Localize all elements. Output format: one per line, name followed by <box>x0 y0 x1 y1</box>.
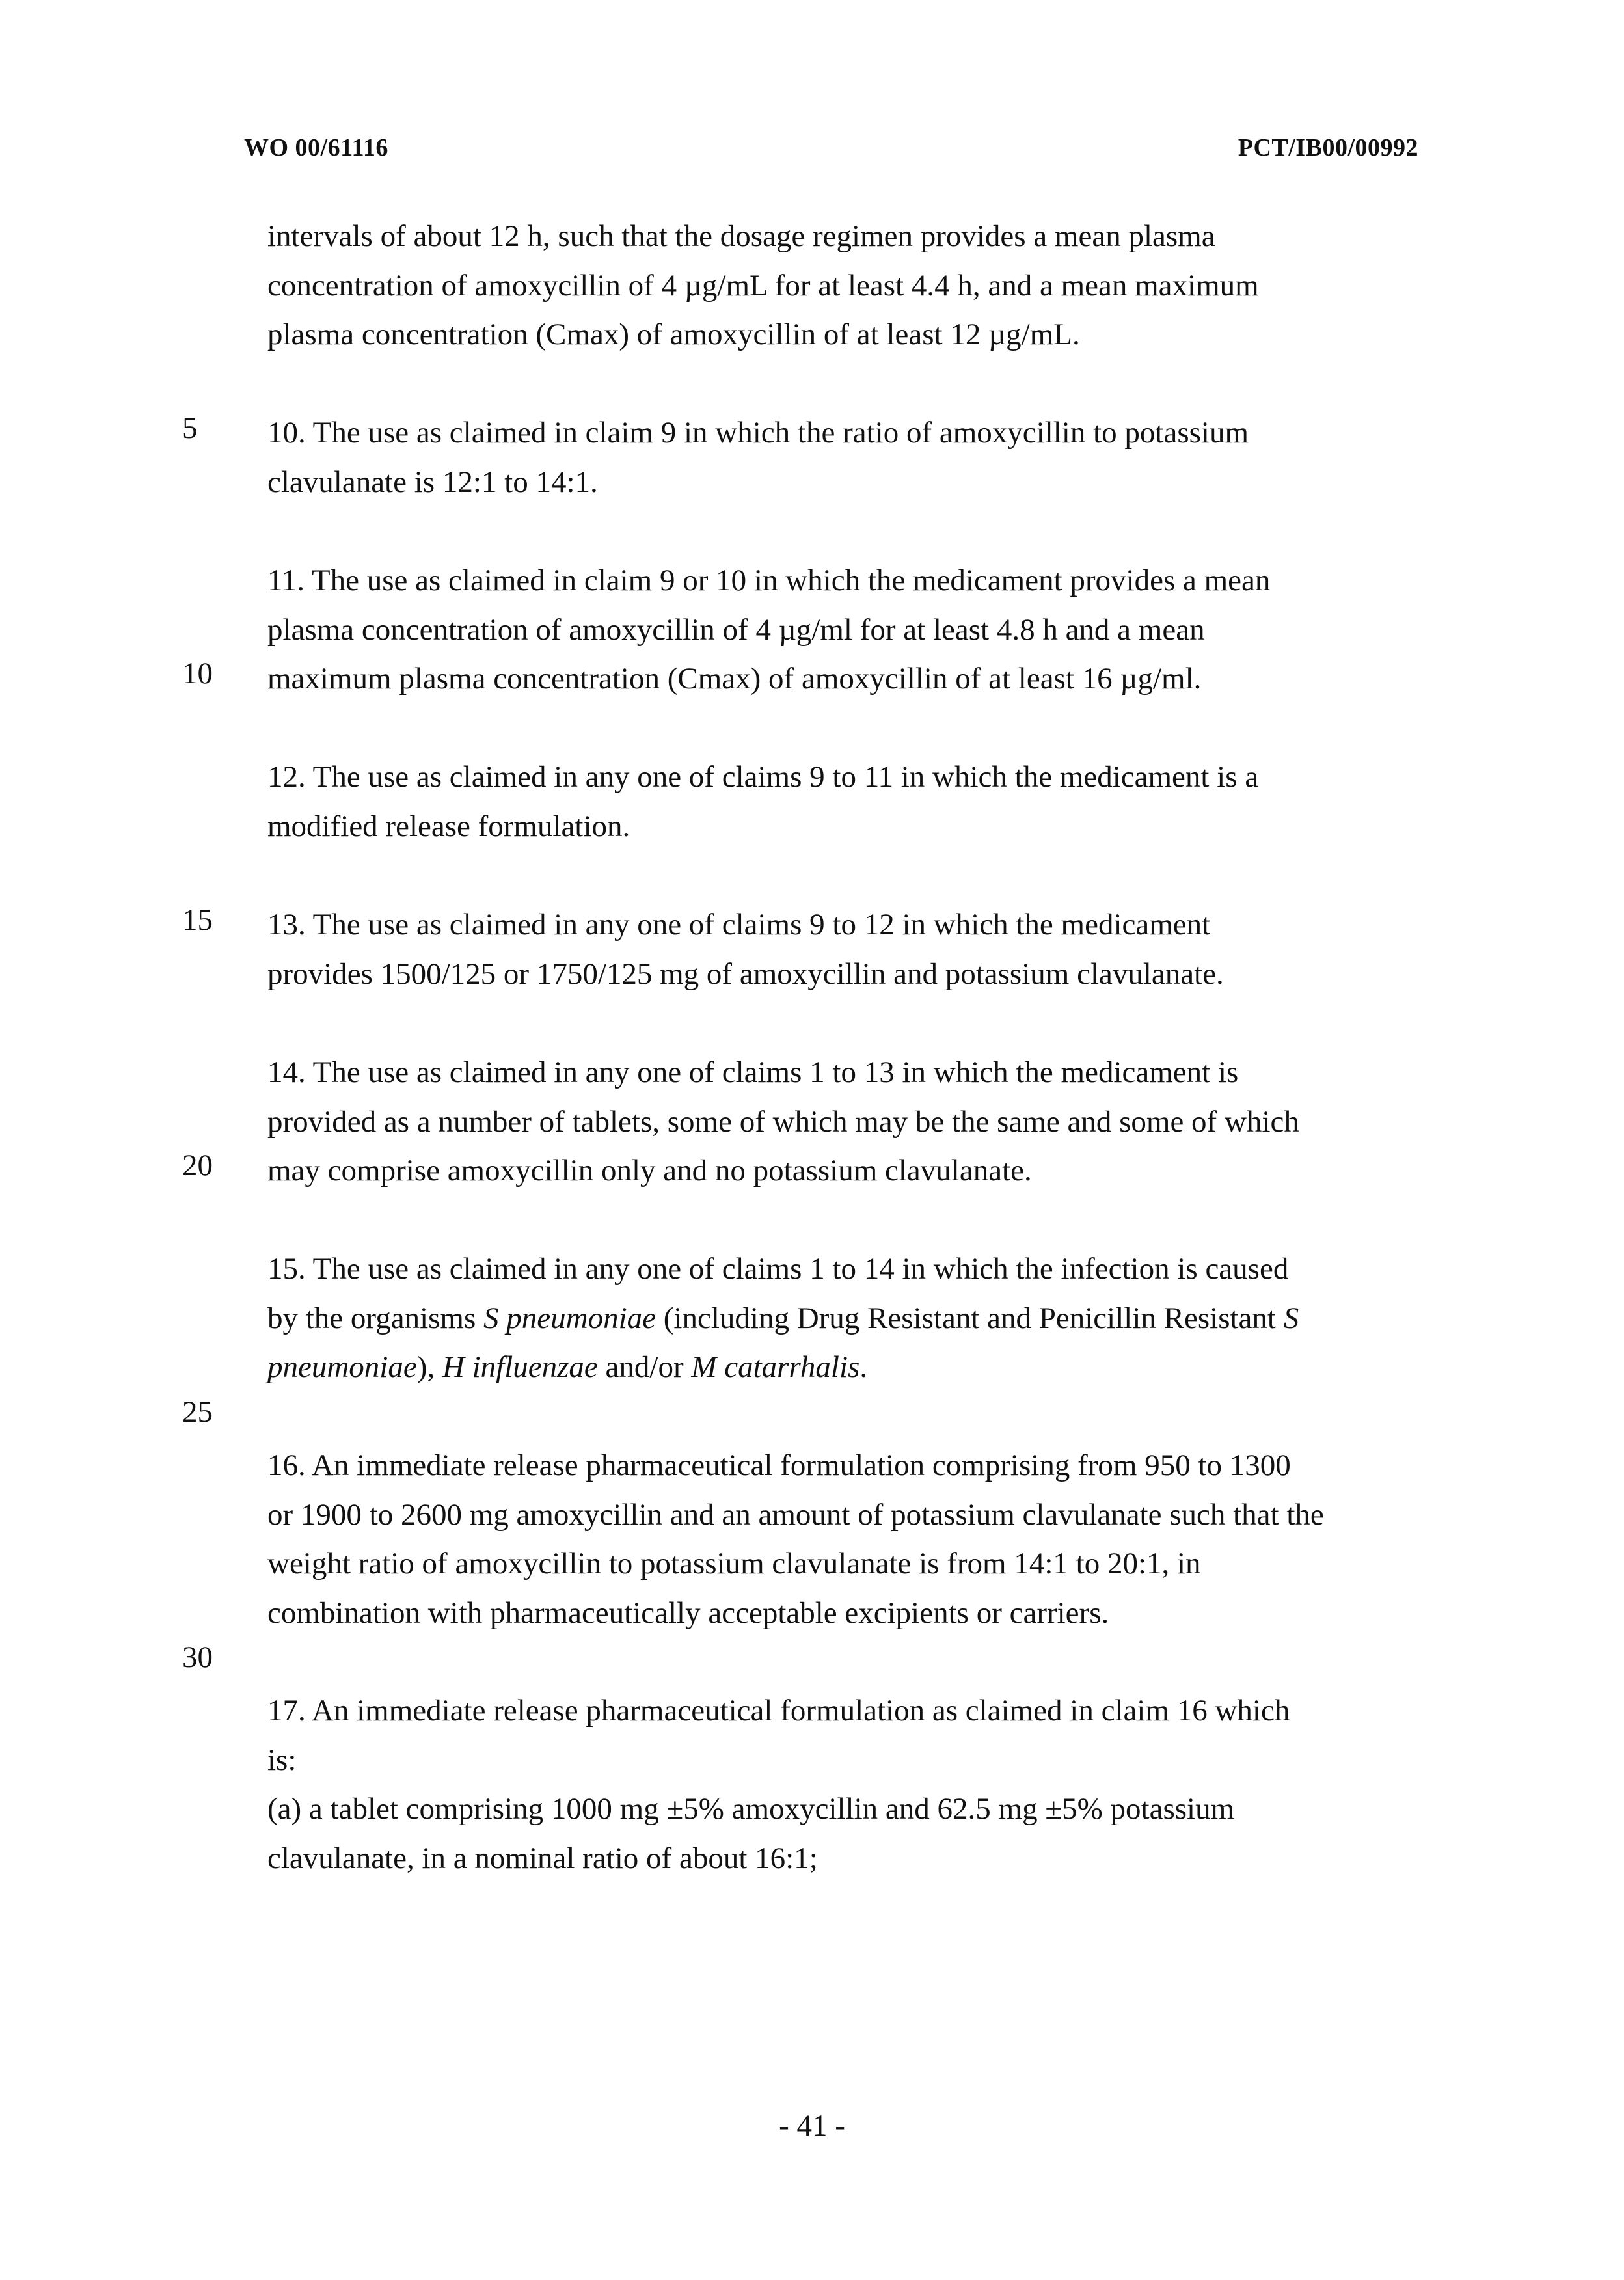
organism-name: S pneumoniae <box>483 1301 656 1335</box>
text-line: provided as a number of tablets, some of which may be the same and some of which <box>267 1104 1299 1139</box>
text-run: . <box>859 1350 868 1384</box>
text-line: plasma concentration of amoxycillin of 4 µg/ml for at least 4.8 h and a mean <box>267 612 1205 647</box>
text-line: provides 1500/125 or 1750/125 mg of amoxycillin and potassium clavulanate. <box>267 957 1224 991</box>
text-line: 14. The use as claimed in any one of claims 1 to 13 in which the medicament is <box>267 1055 1239 1089</box>
text-line: 10. The use as claimed in claim 9 in which the ratio of amoxycillin to potassium <box>267 416 1249 450</box>
text-run: and/or <box>597 1350 692 1384</box>
text-line: (a) a tablet comprising 1000 mg ±5% amoxycillin and 62.5 mg ±5% potassium <box>267 1792 1235 1826</box>
text-line: 12. The use as claimed in any one of claims 9 to 11 in which the medicament is a <box>267 760 1259 794</box>
line-number-25: 25 <box>182 1395 213 1429</box>
continuation-paragraph <box>267 212 1426 360</box>
line-number-30: 30 <box>182 1640 213 1674</box>
application-number: PCT/IB00/00992 <box>1238 134 1418 161</box>
text-run: ), <box>416 1350 442 1384</box>
text-line: 16. An immediate release pharmaceutical formulation comprising from 950 to 1300 <box>267 1448 1291 1482</box>
text-line: maximum plasma concentration (Cmax) of amoxycillin of at least 16 µg/ml. <box>267 662 1202 696</box>
text-run: (including Drug Resistant and Penicillin Resistant <box>656 1301 1284 1335</box>
text-line: combination with pharmaceutically acceptable excipients or carriers. <box>267 1595 1109 1630</box>
line-number-5: 5 <box>182 411 198 445</box>
text-line: is: <box>267 1743 297 1777</box>
text-line: may comprise amoxycillin only and no potassium clavulanate. <box>267 1154 1032 1188</box>
text-line: clavulanate, in a nominal ratio of about 16:1; <box>267 1841 818 1875</box>
line-number-15: 15 <box>182 903 213 937</box>
text-line: 17. An immediate release pharmaceutical formulation as claimed in claim 16 which <box>267 1694 1290 1728</box>
publication-number: WO 00/61116 <box>244 134 388 161</box>
text-line: concentration of amoxycillin of 4 µg/mL for at least 4.4 h, and a mean maximum <box>267 268 1259 303</box>
text-line: or 1900 to 2600 mg amoxycillin and an amount of potassium clavulanate such that the <box>267 1497 1324 1532</box>
text-run: by the organisms <box>267 1301 484 1335</box>
text-line <box>267 1343 1426 1392</box>
text-line: 13. The use as claimed in any one of claims 9 to 12 in which the medicament <box>267 908 1211 942</box>
organism-name: S <box>1283 1301 1299 1335</box>
text-line <box>267 1294 1426 1344</box>
text-line: 15. The use as claimed in any one of claims 1 to 14 in which the infection is caused <box>267 1252 1289 1286</box>
line-number-20: 20 <box>182 1148 213 1182</box>
claim-13 <box>267 901 1426 999</box>
claim-17 <box>267 1687 1426 1883</box>
text-line: 11. The use as claimed in claim 9 or 10 in which the medicament provides a mean <box>267 563 1271 597</box>
claim-10 <box>267 409 1426 507</box>
claim-12 <box>267 753 1426 851</box>
page-number: - 41 - <box>779 2109 845 2143</box>
line-number-10: 10 <box>182 657 213 690</box>
text-line: clavulanate is 12:1 to 14:1. <box>267 465 598 499</box>
organism-name: H influenzae <box>442 1350 598 1384</box>
claim-14 <box>267 1048 1426 1196</box>
claim-15 <box>267 1245 1426 1392</box>
organism-name: pneumoniae <box>267 1350 417 1384</box>
text-line: plasma concentration (Cmax) of amoxycillin of at least 12 µg/mL. <box>267 318 1080 351</box>
text-line: weight ratio of amoxycillin to potassium clavulanate is from 14:1 to 20:1, in <box>267 1547 1201 1581</box>
text-line: intervals of about 12 h, such that the dosage regimen provides a mean plasma <box>267 219 1215 253</box>
organism-name: M catarrhalis <box>691 1350 860 1384</box>
claim-11 <box>267 556 1426 704</box>
claim-16 <box>267 1441 1426 1638</box>
text-line: modified release formulation. <box>267 809 630 843</box>
